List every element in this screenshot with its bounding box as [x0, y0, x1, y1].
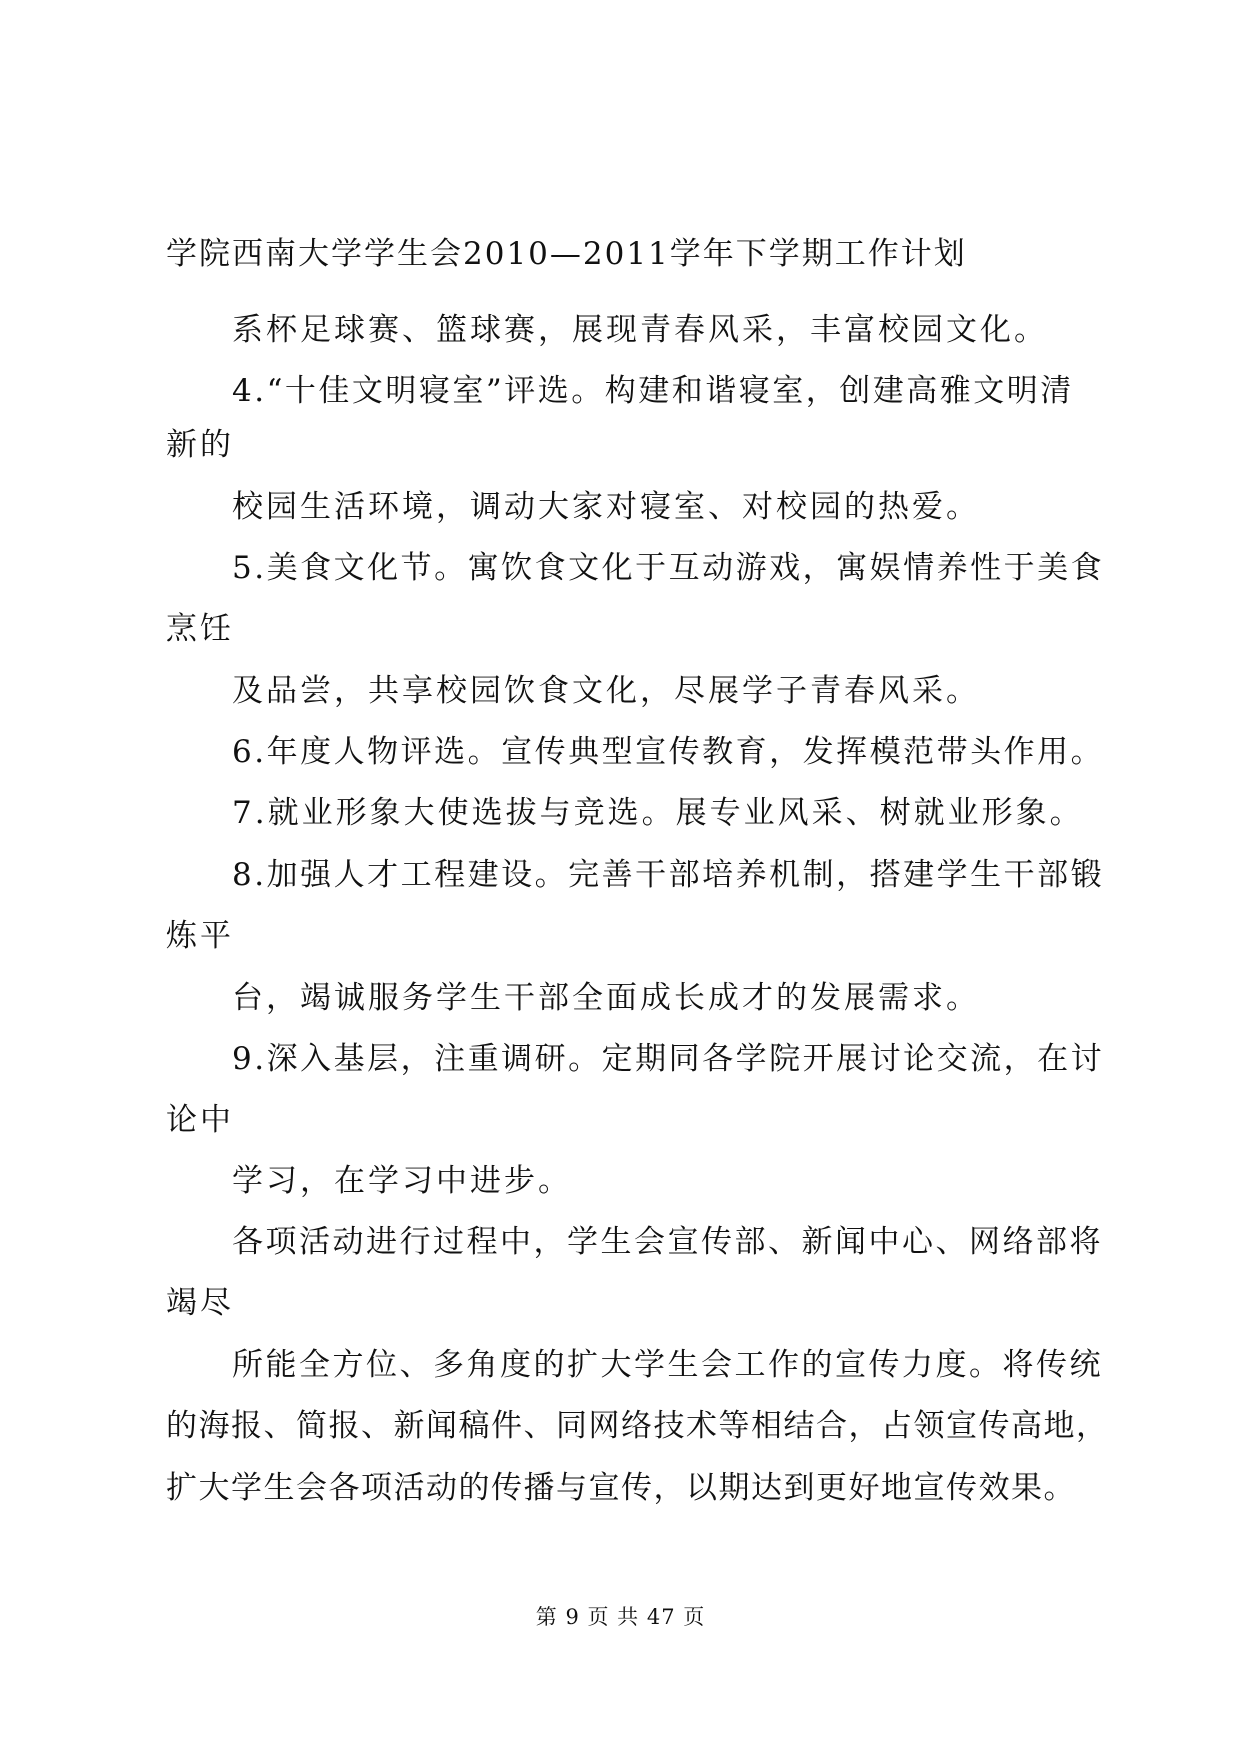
body-line: 所能全方位、多角度的扩大学生会工作的宣传力度。将传统	[232, 1347, 1103, 1383]
page-footer: 第 9 页 共 47 页	[535, 1605, 706, 1629]
body-line: 烹饪	[166, 611, 234, 647]
body-line: 5.美食文化节。寓饮食文化于互动游戏，寓娱情养性于美食	[232, 550, 1105, 586]
body-line: 8.加强人才工程建设。完善干部培养机制，搭建学生干部锻	[232, 857, 1105, 893]
body-line: 各项活动进行过程中，学生会宣传部、新闻中心、网络部将	[232, 1224, 1103, 1260]
body-line: 及品尝，共享校园饮食文化，尽展学子青春风采。	[232, 673, 980, 709]
body-line: 台，竭诚服务学生干部全面成长成才的发展需求。	[232, 980, 980, 1016]
body-line: 7.就业形象大使选拔与竞选。展专业风采、树就业形象。	[232, 795, 1084, 831]
body-line: 论中	[166, 1102, 234, 1138]
body-line: 系杯足球赛、篮球赛，展现青春风采，丰富校园文化。	[232, 312, 1048, 348]
body-line: 扩大学生会各项活动的传播与宣传，以期达到更好地宣传效果。	[166, 1470, 1076, 1506]
body-line: 学习，在学习中进步。	[232, 1163, 572, 1199]
body-line: 新的	[166, 427, 234, 463]
body-line: 4.“十佳文明寝室”评选。构建和谐寝室，创建高雅文明清	[232, 373, 1074, 409]
document-title: 学院西南大学学生会2010—2011学年下学期工作计划	[166, 236, 967, 272]
body-line: 校园生活环境，调动大家对寝室、对校园的热爱。	[232, 489, 980, 525]
body-line: 9.深入基层，注重调研。定期同各学院开展讨论交流，在讨	[232, 1041, 1105, 1077]
body-line: 竭尽	[166, 1285, 234, 1321]
body-line: 的海报、简报、新闻稿件、同网络技术等相结合，占领宣传高地，	[166, 1408, 1109, 1444]
body-line: 炼平	[166, 918, 234, 954]
body-line: 6.年度人物评选。宣传典型宣传教育，发挥模范带头作用。	[232, 734, 1105, 770]
